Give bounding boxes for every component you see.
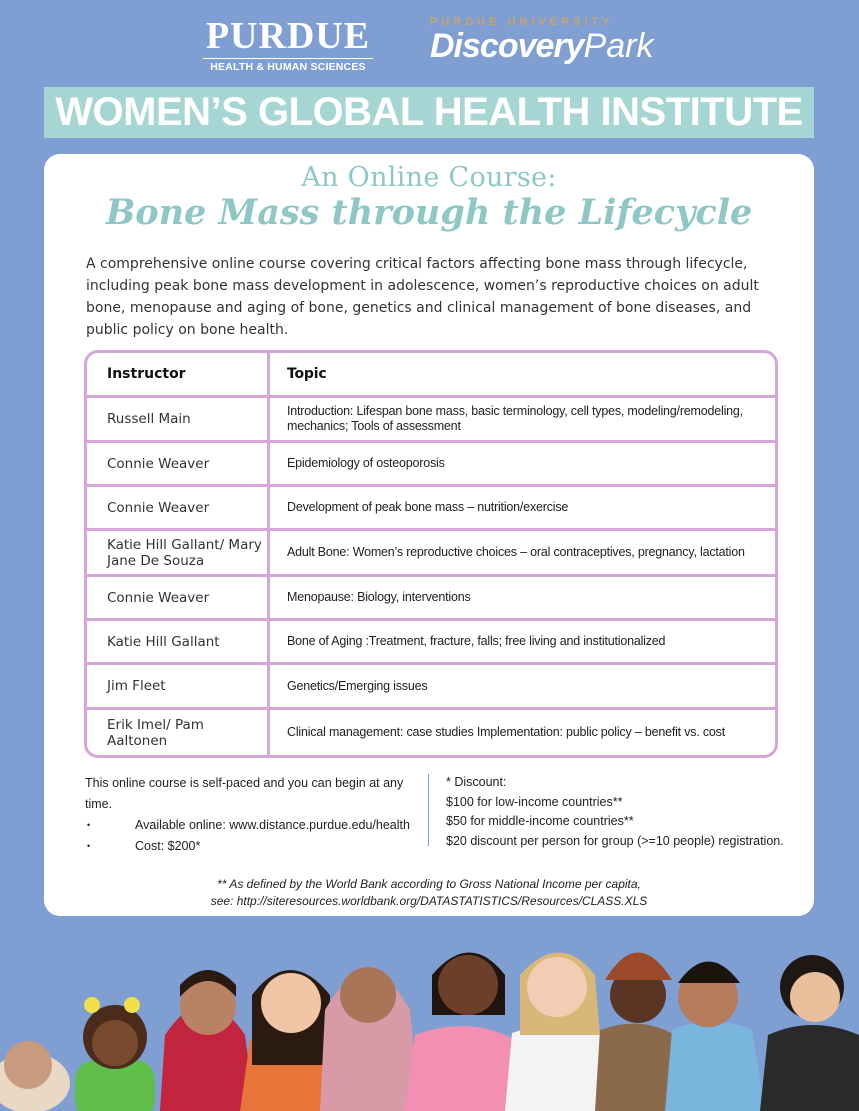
table-row <box>87 440 775 484</box>
list-item <box>85 836 415 857</box>
world-bank-footnote <box>44 876 814 910</box>
institute-banner: WOMEN’S GLOBAL HEALTH INSTITUTE <box>44 87 814 138</box>
course-info <box>85 773 415 857</box>
purdue-logo-subtitle: HEALTH & HUMAN SCIENCES <box>203 58 373 73</box>
discount-line: $100 for low-income countries** <box>446 794 623 809</box>
person-figure <box>320 967 420 1111</box>
purdue-logo-word: PURDUE <box>205 15 371 57</box>
person-figure <box>160 970 255 1111</box>
row-instructor: Jim Fleet <box>107 678 166 694</box>
discovery-word: Discovery <box>430 27 584 65</box>
footnote-line1: ** As defined by the World Bank according to Gross National Income per capita, <box>217 877 641 891</box>
discount-line: $20 discount per person for group (>=10 people) registration. <box>446 833 784 848</box>
self-paced-note: This online course is self-paced and you can begin at any time. <box>85 776 404 811</box>
table-header-row <box>87 353 775 395</box>
discovery-park-logo-main <box>430 28 660 64</box>
row-instructor: Russell Main <box>107 411 191 427</box>
discount-heading: * Discount: <box>446 775 507 789</box>
row-topic: Introduction: Lifespan bone mass, basic terminology, cell types, modeling/remodeling, mechanics; Tools of assessment <box>287 404 743 433</box>
list-item <box>85 815 415 836</box>
table-row <box>87 528 775 574</box>
person-figure <box>665 962 765 1111</box>
availability-text: Available online: www.distance.purdue.edu/health <box>135 818 410 832</box>
header-topic: Topic <box>287 365 327 382</box>
discovery-park-logo-top: PURDUE UNIVERSITY <box>430 16 614 28</box>
row-instructor: Katie Hill Gallant <box>107 633 220 650</box>
row-instructor: Connie Weaver <box>107 499 210 516</box>
header-instructor: Instructor <box>107 366 186 382</box>
table-row <box>87 618 775 662</box>
person-figure <box>405 953 520 1111</box>
footnote-line2: see: http://siteresources.worldbank.org/DATASTATISTICS/Resources/CLASS.XLS <box>210 894 648 908</box>
row-instructor: Erik Imel/ Pam Aaltonen <box>107 716 204 749</box>
table-row <box>87 662 775 707</box>
row-topic: Clinical management: case studies Implementation: public policy – benefit vs. cost <box>287 725 725 739</box>
course-card <box>44 154 814 916</box>
course-title-line2: Bone Mass through the Lifecycle <box>105 192 753 233</box>
park-word: Park <box>583 27 654 65</box>
person-figure <box>760 955 859 1111</box>
row-topic: Bone of Aging :Treatment, fracture, falls; free living and institutionalized <box>287 634 666 648</box>
person-figure <box>505 953 610 1111</box>
row-instructor: Connie Weaver <box>107 455 210 472</box>
row-instructor: Connie Weaver <box>107 589 210 606</box>
course-intro: A comprehensive online course covering critical factors affecting bone mass through lifecycle, including peak bone mass development in adolescence, women’s reproductive choices on adult bone, menopause and aging of bone, genetics and clinical management of bone diseases, and public policy on bone health. <box>86 256 759 338</box>
table-row <box>87 574 775 618</box>
purdue-hhs-logo <box>203 16 373 73</box>
row-topic: Menopause: Biology, interventions <box>287 590 471 604</box>
bullet-icon: • <box>87 820 91 830</box>
discount-info <box>446 773 806 851</box>
course-schedule-table <box>84 350 778 758</box>
bullet-icon: • <box>87 841 91 851</box>
course-title-line1: An Online Course: <box>301 162 557 193</box>
table-row <box>87 395 775 440</box>
info-divider <box>428 774 429 846</box>
table-row <box>87 484 775 528</box>
discount-line: $50 for middle-income countries** <box>446 814 634 828</box>
table-row <box>87 707 775 755</box>
women-group-photo <box>0 925 859 1111</box>
row-topic: Epidemiology of osteoporosis <box>287 456 445 470</box>
row-topic: Genetics/Emerging issues <box>287 678 428 693</box>
row-topic: Adult Bone: Women’s reproductive choices – oral contraceptives, pregnancy, lactation <box>287 545 745 559</box>
person-figure <box>75 997 155 1111</box>
row-instructor: Katie Hill Gallant/ Mary Jane De Souza <box>107 536 262 569</box>
person-figure <box>0 1041 70 1111</box>
cost-text: Cost: $200* <box>135 839 201 853</box>
discovery-park-logo <box>430 16 660 64</box>
row-topic: Development of peak bone mass – nutrition/exercise <box>287 500 569 514</box>
